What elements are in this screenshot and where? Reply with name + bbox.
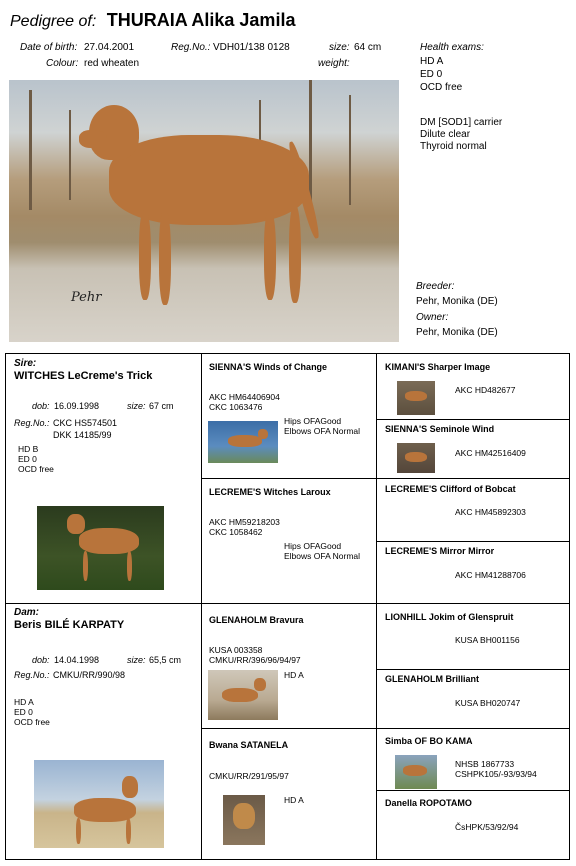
sire-regno: CKC HS574501 — [53, 418, 118, 428]
gen3-dds-name: Simba OF BO KAMA — [385, 736, 473, 746]
gen3-sss-name: KIMANI'S Sharper Image — [385, 362, 491, 372]
gen3-dss-name: LIONHILL Jokim of Glenspruit — [385, 612, 514, 622]
gen2-ss-reg: AKC HM64406904 — [209, 392, 280, 402]
gen3-ssd-reg: AKC HM42516409 — [455, 448, 526, 458]
gen3-dss-reg: KUSA BH001156 — [455, 635, 520, 645]
sire-size: 67 cm — [149, 401, 174, 411]
sire-size-label: size: — [127, 401, 146, 411]
dam-role: Dam: — [14, 607, 40, 618]
sire-role: Sire: — [14, 358, 37, 369]
breeder-label: Breeder: — [416, 281, 455, 292]
sire-dob: 16.09.1998 — [54, 401, 100, 411]
sire-regno: DKK 14185/99 — [53, 430, 112, 440]
gen3-dsd-name: GLENAHOLM Brilliant — [385, 674, 479, 684]
sire-dob-label: dob: — [32, 401, 50, 411]
dam-dob: 14.04.1998 — [54, 655, 100, 665]
gen3-ssd-name: SIENNA'S Seminole Wind — [385, 424, 495, 434]
health-line: OCD free — [420, 82, 463, 93]
dob-value: 27.04.2001 — [84, 42, 135, 53]
health-label: Health exams: — [420, 42, 484, 53]
gen3-sss-photo — [397, 381, 435, 415]
gen2-ds-reg: CMKU/RR/396/96/94/97 — [209, 655, 301, 665]
health-line: ED 0 — [420, 69, 443, 80]
health-line: Dilute clear — [420, 129, 471, 140]
gen2-ss-health: Elbows OFA Normal — [284, 426, 361, 436]
owner-name: Pehr, Monika (DE) — [416, 327, 498, 338]
size-value: 64 cm — [354, 42, 382, 53]
photo-signature: Pehr — [71, 290, 102, 305]
gen2-dd-health: HD A — [284, 795, 304, 805]
sire-health: ED 0 — [18, 454, 37, 464]
gen2-sd-name: LECREME'S Witches Laroux — [209, 487, 331, 497]
gen3-sss-reg: AKC HD482677 — [455, 385, 516, 395]
gen3-dds-reg: CSHPK105/-93/93/94 — [455, 769, 537, 779]
gen2-dd-photo — [223, 795, 265, 845]
dam-regno: CMKU/RR/990/98 — [53, 670, 126, 680]
gen2-sd-reg: CKC 1058462 — [209, 527, 263, 537]
dam-size-label: size: — [127, 655, 146, 665]
regno-label: Reg.No.: — [171, 42, 211, 53]
dob-label: Date of birth: — [20, 42, 78, 53]
health-line: DM [SOD1] carrier — [420, 117, 503, 128]
gen2-sd-health: Elbows OFA Normal — [284, 551, 361, 561]
gen3-ddd-reg: ČsHPK/53/92/94 — [455, 822, 519, 832]
dam-name: Beris BILÉ KARPATY — [14, 619, 125, 631]
dam-regno-label: Reg.No.: — [14, 670, 50, 680]
dam-size: 65,5 cm — [149, 655, 182, 665]
dam-photo — [34, 760, 164, 848]
dam-dob-label: dob: — [32, 655, 50, 665]
gen2-dd-name: Bwana SATANELA — [209, 740, 289, 750]
gen3-sdd-reg: AKC HM41288706 — [455, 570, 526, 580]
sire-health: HD B — [18, 444, 39, 454]
main-dog-photo — [9, 80, 399, 342]
dam-health: HD A — [14, 697, 34, 707]
title-prefix: Pedigree of: — [10, 13, 97, 30]
gen3-sdd-name: LECREME'S Mirror Mirror — [385, 546, 495, 556]
sire-regno-label: Reg.No.: — [14, 418, 50, 428]
dog-name: THURAIA Alika Jamila — [106, 10, 296, 30]
gen3-ddd-name: Danella ROPOTAMO — [385, 798, 472, 808]
sire-name: WITCHES LeCreme's Trick — [14, 370, 153, 382]
gen2-ss-name: SIENNA'S Winds of Change — [209, 362, 328, 372]
gen3-dds-photo — [395, 755, 437, 789]
gen2-ds-name: GLENAHOLM Bravura — [209, 615, 304, 625]
dam-health: ED 0 — [14, 707, 33, 717]
health-line: HD A — [420, 56, 444, 67]
gen2-ds-photo — [208, 670, 278, 720]
weight-label: weight: — [318, 58, 350, 69]
health-line: Thyroid normal — [420, 141, 487, 152]
sire-health: OCD free — [18, 464, 54, 474]
gen3-sds-name: LECREME'S Clifford of Bobcat — [385, 484, 516, 494]
sire-photo — [37, 506, 164, 590]
size-label: size: — [329, 42, 350, 53]
gen2-ss-reg: CKC 1063476 — [209, 402, 263, 412]
gen2-ds-reg: KUSA 003358 — [209, 645, 263, 655]
breeder-name: Pehr, Monika (DE) — [416, 296, 498, 307]
dam-health: OCD free — [14, 717, 50, 727]
gen2-ss-photo — [208, 421, 278, 463]
page-title — [10, 10, 295, 31]
colour-label: Colour: — [46, 58, 79, 69]
gen2-dd-reg: CMKU/RR/291/95/97 — [209, 771, 289, 781]
gen2-ds-health: HD A — [284, 670, 304, 680]
owner-label: Owner: — [416, 312, 449, 323]
gen3-dsd-reg: KUSA BH020747 — [455, 698, 521, 708]
gen2-sd-health: Hips OFAGood — [284, 541, 342, 551]
colour-value: red wheaten — [84, 58, 140, 69]
regno-value: VDH01/138 0128 — [213, 42, 290, 53]
gen3-ssd-photo — [397, 443, 435, 473]
gen3-sds-reg: AKC HM45892303 — [455, 507, 526, 517]
gen2-sd-reg: AKC HM59218203 — [209, 517, 280, 527]
gen2-ss-health: Hips OFAGood — [284, 416, 342, 426]
gen3-dds-reg: NHSB 1867733 — [455, 759, 515, 769]
